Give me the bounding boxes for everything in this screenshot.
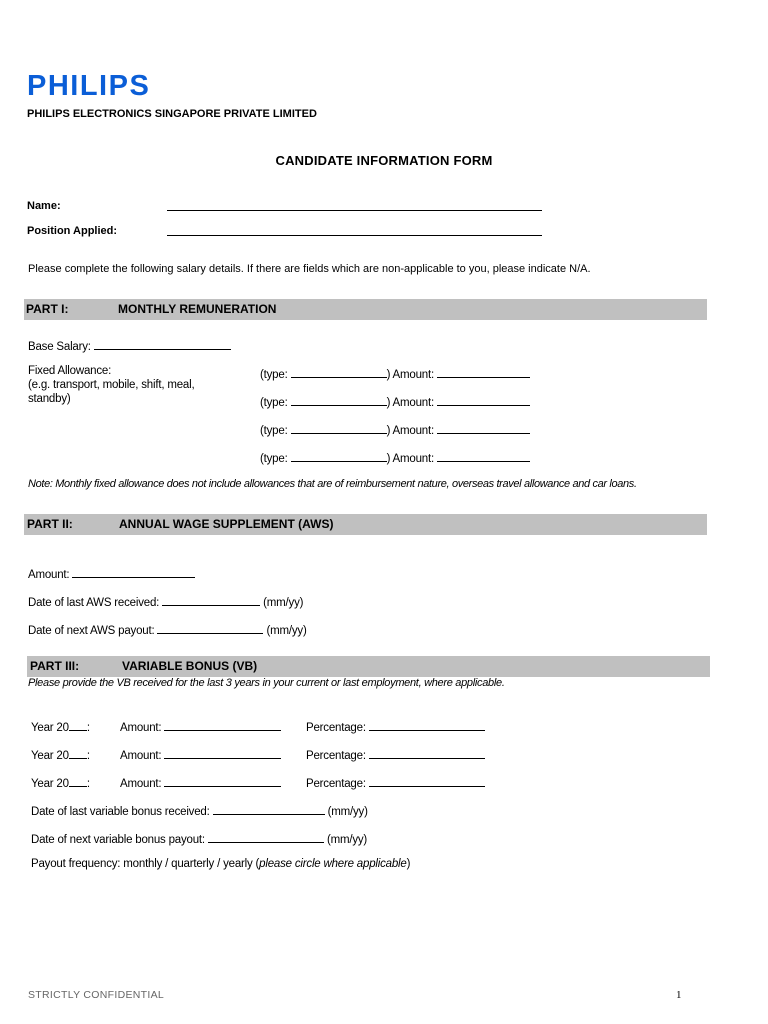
next-vb-row	[31, 831, 367, 846]
type-open: (type:	[260, 397, 288, 409]
part3-title: VARIABLE BONUS (VB)	[122, 659, 258, 673]
vb-amount-row	[120, 747, 281, 762]
last-aws-label: Date of last AWS received:	[28, 597, 160, 609]
company-name: PHILIPS ELECTRONICS SINGAPORE PRIVATE LIMITED	[27, 108, 317, 120]
allowance-row	[260, 450, 530, 465]
philips-logo: PHILIPS	[27, 70, 151, 102]
allowance-type-field[interactable]	[291, 366, 387, 378]
base-salary-field[interactable]	[94, 338, 231, 350]
allowance-amount-field[interactable]	[437, 450, 530, 462]
allowance-type-field[interactable]	[291, 422, 387, 434]
position-field[interactable]	[167, 235, 542, 236]
payout-frequency-hint: please circle where applicable	[259, 858, 407, 870]
payout-frequency-label: Payout frequency: monthly / quarterly / yearly (	[31, 858, 260, 870]
fixed-allowance-label: Fixed Allowance:	[28, 365, 112, 377]
next-aws-row	[28, 622, 307, 637]
year-suffix: :	[86, 750, 90, 762]
intro-text: Please complete the following salary details. If there are fields which are non-applicable to you, please indicate N/A.	[28, 263, 591, 275]
allowance-type-field[interactable]	[291, 450, 387, 462]
vb-amount-label: Amount:	[120, 722, 162, 734]
part3-number: PART III:	[30, 659, 80, 673]
name-field[interactable]	[167, 210, 542, 211]
last-aws-field[interactable]	[162, 594, 260, 606]
date-format: (mm/yy)	[326, 834, 368, 846]
page-number: 1	[676, 989, 682, 1001]
fixed-allowance-hint-2: standby)	[28, 393, 71, 405]
vb-percentage-field[interactable]	[369, 747, 485, 759]
base-salary-row	[28, 338, 231, 353]
allowance-row	[260, 422, 530, 437]
aws-amount-row	[28, 566, 195, 581]
type-open: (type:	[260, 453, 288, 465]
vb-year-row	[31, 747, 90, 762]
fixed-allowance-hint-1: (e.g. transport, mobile, shift, meal,	[28, 379, 195, 391]
form-title: CANDIDATE INFORMATION FORM	[275, 153, 493, 168]
year-suffix: :	[86, 722, 90, 734]
year-field[interactable]	[69, 719, 87, 731]
vb-percentage-row	[306, 747, 485, 762]
next-vb-label: Date of next variable bonus payout:	[31, 834, 205, 846]
aws-amount-label: Amount:	[28, 569, 70, 581]
allowance-row	[260, 366, 530, 381]
amount-label: ) Amount:	[386, 369, 434, 381]
payout-frequency	[31, 858, 410, 870]
date-format: (mm/yy)	[266, 625, 307, 637]
last-aws-row	[28, 594, 303, 609]
next-vb-field[interactable]	[208, 831, 324, 843]
next-aws-label: Date of next AWS payout:	[28, 625, 155, 637]
part1-title: MONTHLY REMUNERATION	[118, 302, 277, 316]
part1-number: PART I:	[26, 302, 69, 316]
type-open: (type:	[260, 425, 288, 437]
confidential-footer: STRICTLY CONFIDENTIAL	[28, 989, 165, 1001]
year-field[interactable]	[69, 747, 87, 759]
allowance-amount-field[interactable]	[437, 394, 530, 406]
base-salary-label: Base Salary:	[28, 341, 91, 353]
year-label: Year 20	[31, 750, 69, 762]
vb-year-row	[31, 775, 90, 790]
vb-amount-field[interactable]	[164, 747, 281, 759]
vb-amount-row	[120, 775, 281, 790]
year-label: Year 20	[31, 778, 69, 790]
vb-percentage-field[interactable]	[369, 719, 485, 731]
last-vb-label: Date of last variable bonus received:	[31, 806, 210, 818]
last-vb-field[interactable]	[213, 803, 325, 815]
vb-amount-label: Amount:	[120, 750, 162, 762]
part3-header	[27, 656, 710, 677]
vb-amount-field[interactable]	[164, 719, 281, 731]
amount-label: ) Amount:	[386, 453, 434, 465]
position-label: Position Applied:	[27, 225, 118, 237]
vb-percentage-label: Percentage:	[306, 778, 366, 790]
next-aws-field[interactable]	[157, 622, 263, 634]
vb-percentage-row	[306, 719, 485, 734]
aws-amount-field[interactable]	[72, 566, 195, 578]
vb-amount-row	[120, 719, 281, 734]
year-label: Year 20	[31, 722, 69, 734]
vb-amount-field[interactable]	[164, 775, 281, 787]
name-label: Name:	[27, 200, 61, 212]
year-suffix: :	[86, 778, 90, 790]
part2-title: ANNUAL WAGE SUPPLEMENT (AWS)	[119, 517, 334, 531]
date-format: (mm/yy)	[327, 806, 368, 818]
part2-number: PART II:	[27, 517, 73, 531]
year-field[interactable]	[69, 775, 87, 787]
vb-percentage-field[interactable]	[369, 775, 485, 787]
payout-frequency-close: )	[406, 858, 411, 870]
type-open: (type:	[260, 369, 288, 381]
part2-header	[24, 514, 707, 535]
allowance-row	[260, 394, 530, 409]
vb-percentage-label: Percentage:	[306, 750, 366, 762]
allowance-type-field[interactable]	[291, 394, 387, 406]
amount-label: ) Amount:	[386, 425, 434, 437]
part1-header	[24, 299, 707, 320]
amount-label: ) Amount:	[386, 397, 434, 409]
allowance-note: Note: Monthly fixed allowance does not include allowances that are of reimbursement nature, overseas travel allowance and car loans.	[28, 478, 637, 490]
vb-year-row	[31, 719, 90, 734]
allowance-amount-field[interactable]	[437, 366, 530, 378]
date-format: (mm/yy)	[263, 597, 304, 609]
vb-percentage-row	[306, 775, 485, 790]
allowance-amount-field[interactable]	[437, 422, 530, 434]
vb-instruction: Please provide the VB received for the last 3 years in your current or last employment, where applicable.	[28, 677, 505, 689]
vb-percentage-label: Percentage:	[306, 722, 366, 734]
vb-amount-label: Amount:	[120, 778, 162, 790]
last-vb-row	[31, 803, 368, 818]
